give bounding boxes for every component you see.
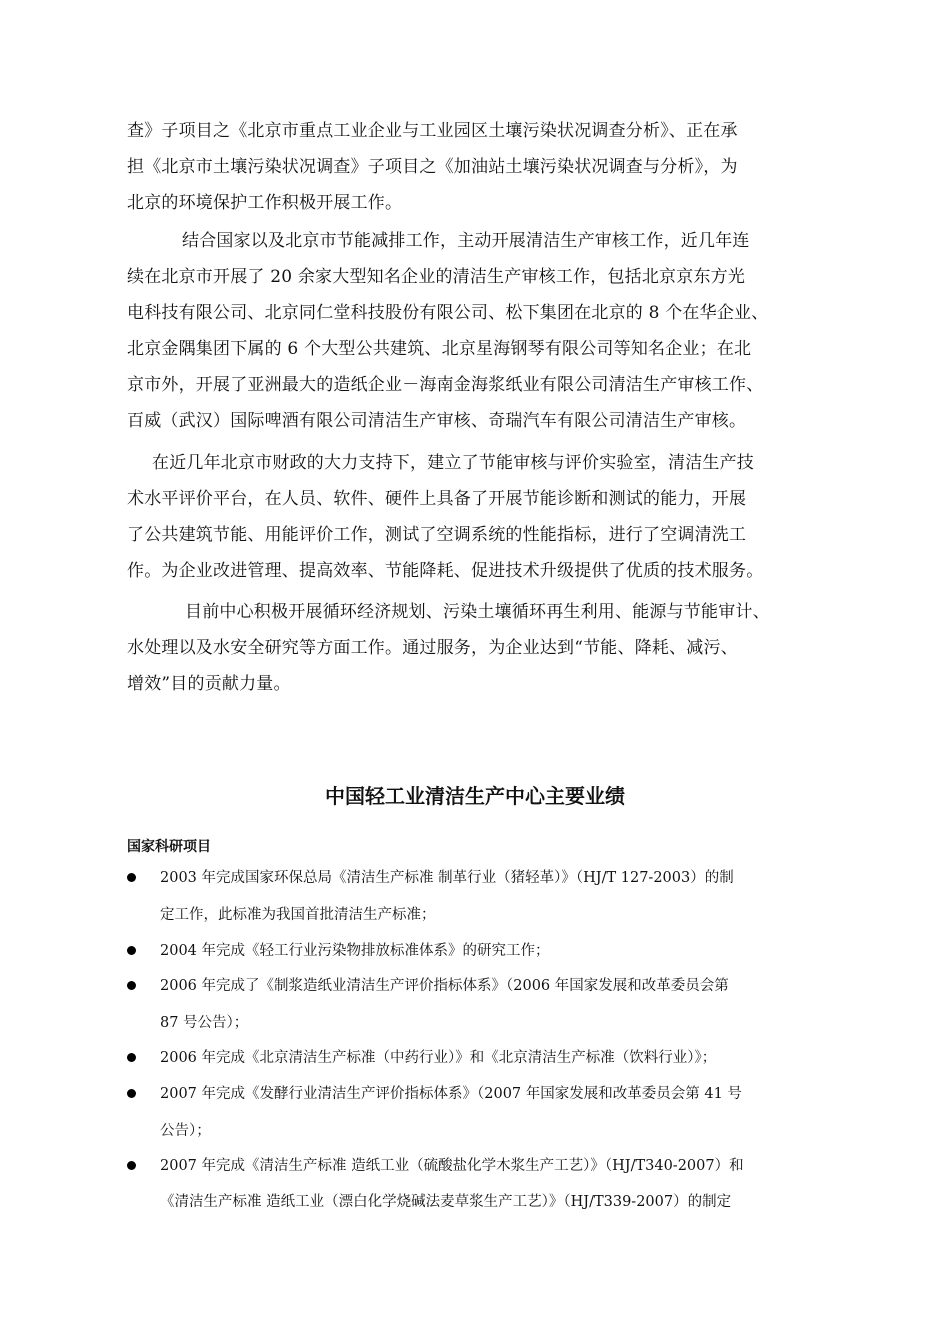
section-title: 中国轻工业清洁生产中心主要业绩 (325, 784, 625, 808)
body-text-line: 水处理以及水安全研究等方面工作。通过服务，为企业达到“节能、降耗、减污、 (127, 638, 738, 658)
body-text-line: 担《北京市土壤污染状况调查》子项目之《加油站土壤污染状况调查与分析》，为 (127, 157, 738, 177)
bullet-icon (127, 1158, 136, 1174)
list-item: 定工作，此标准为我国首批清洁生产标准； (160, 907, 436, 923)
body-text-line: 术水平评价平台，在人员、软件、硬件上具备了开展节能诊断和测试的能力，开展 (127, 489, 747, 509)
subsection-title: 国家科研项目 (127, 839, 211, 855)
list-item: 公告）； (160, 1123, 211, 1139)
body-text-line: 北京的环境保护工作积极开展工作。 (127, 193, 403, 213)
body-text-line: 结合国家以及北京市节能减排工作，主动开展清洁生产审核工作，近几年连 (182, 231, 750, 251)
bullet-icon (127, 943, 136, 959)
list-item: 《清洁生产标准 造纸工业（漂白化学烧碱法麦草浆生产工艺）》（HJ/T339-2007）的制定 (160, 1194, 732, 1210)
body-text-line: 目前中心积极开展循环经济规划、污染土壤循环再生利用、能源与节能审计、 (185, 602, 770, 622)
list-item: 2003 年完成国家环保总局《清洁生产标准 制革行业（猪轻革）》（HJ/T 127-2003）的制 (160, 870, 734, 886)
bullet-icon (127, 1050, 136, 1066)
list-item: 2006 年完成了《制浆造纸业清洁生产评价指标体系》（2006 年国家发展和改革委员会第 (160, 978, 729, 994)
body-text-line: 增效”目的贡献力量。 (127, 674, 291, 694)
body-text-line: 作。为企业改进管理、提高效率、节能降耗、促进技术升级提供了优质的技术服务。 (127, 561, 764, 581)
body-text-line: 北京金隅集团下属的 6 个大型公共建筑、北京星海钢琴有限公司等知名企业；在北 (127, 339, 752, 359)
list-item: 2006 年完成《北京清洁生产标准（中药行业）》和《北京清洁生产标准（饮料行业）》； (160, 1050, 717, 1066)
body-text-line: 查》子项目之《北京市重点工业企业与工业园区土壤污染状况调查分析》、正在承 (127, 121, 738, 141)
bullet-icon (127, 1086, 136, 1102)
body-text-line: 百威（武汉）国际啤酒有限公司清洁生产审核、奇瑞汽车有限公司清洁生产审核。 (127, 411, 747, 431)
list-item: 2007 年完成《发酵行业清洁生产评价指标体系》（2007 年国家发展和改革委员会第 41 号 (160, 1086, 742, 1102)
bullet-icon (127, 978, 136, 994)
body-text-line: 电科技有限公司、北京同仁堂科技股份有限公司、松下集团在北京的 8 个在华企业、 (127, 303, 769, 323)
list-item: 2004 年完成《轻工行业污染物排放标准体系》的研究工作； (160, 943, 550, 959)
body-text-line: 续在北京市开展了 20 余家大型知名企业的清洁生产审核工作，包括北京京东方光 (127, 267, 746, 287)
body-text-line: 在近几年北京市财政的大力支持下，建立了节能审核与评价实验室，清洁生产技 (152, 453, 754, 473)
bullet-icon (127, 870, 136, 886)
list-item: 2007 年完成《清洁生产标准 造纸工业（硫酸盐化学木浆生产工艺）》（HJ/T340-2007）和 (160, 1158, 744, 1174)
body-text-line: 京市外，开展了亚洲最大的造纸企业－海南金海浆纸业有限公司清洁生产审核工作、 (127, 375, 764, 395)
body-text-line: 了公共建筑节能、用能评价工作，测试了空调系统的性能指标，进行了空调清洗工 (127, 525, 747, 545)
list-item: 87 号公告）； (160, 1015, 249, 1031)
